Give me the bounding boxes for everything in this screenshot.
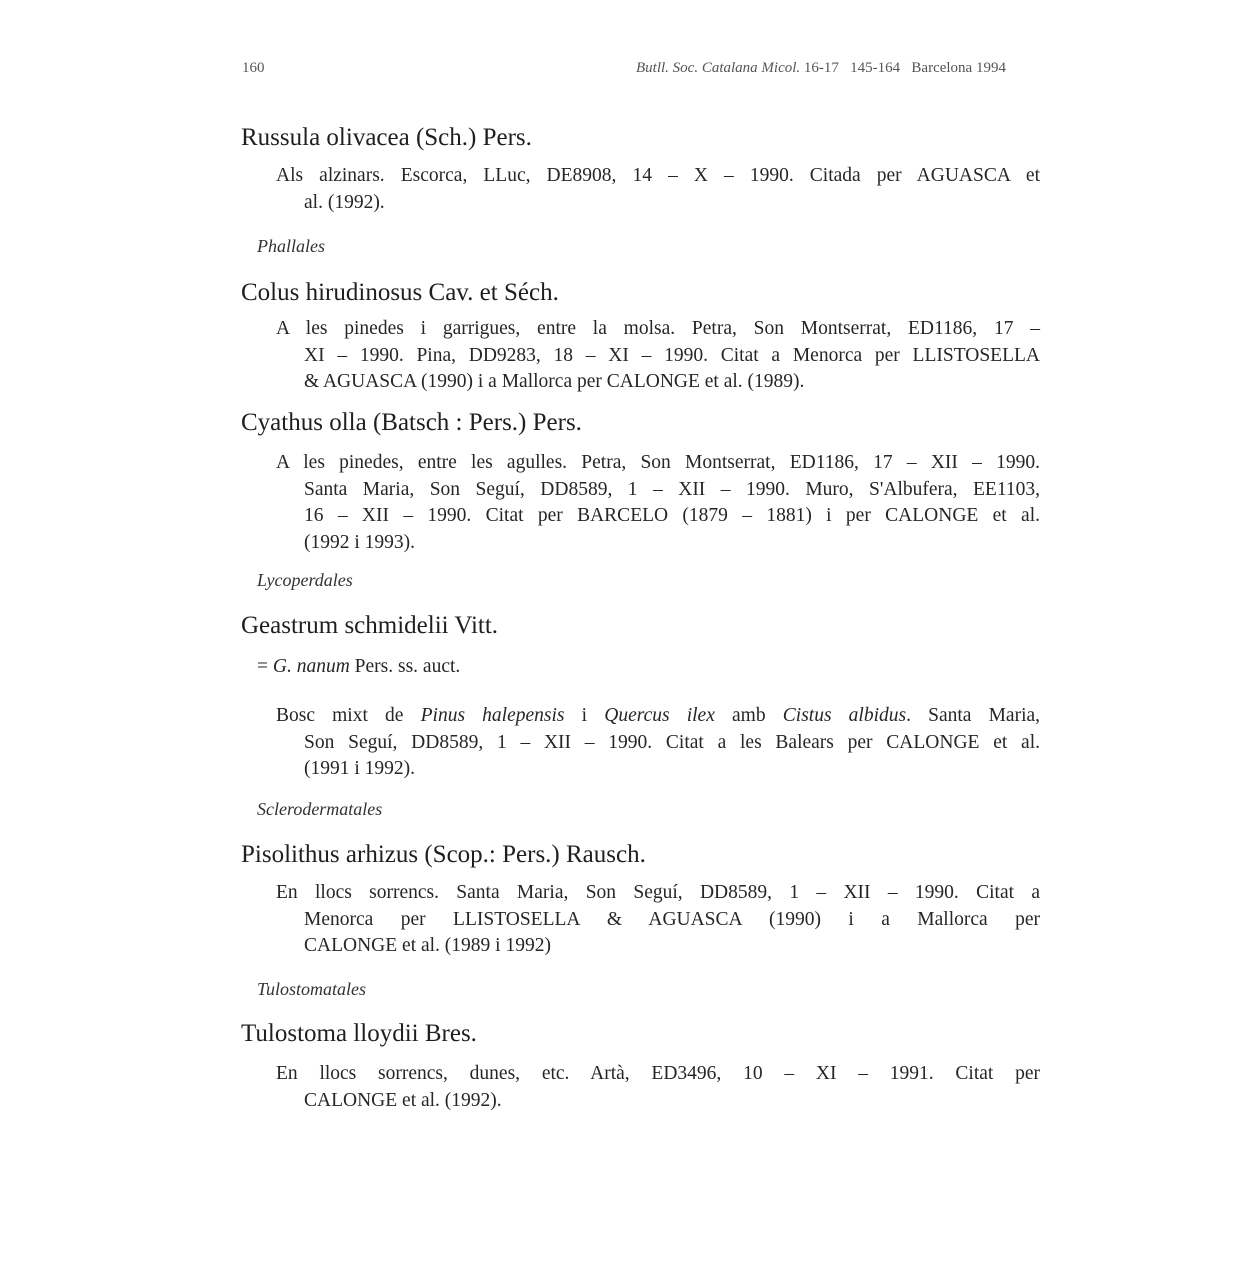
species-description-russula xyxy=(276,163,1040,216)
taxon-cistus: Cistus albidus xyxy=(782,705,907,726)
species-name: Pisolithus arhizus xyxy=(241,841,419,868)
order-heading-lycoperdales: Lycoperdales xyxy=(257,570,353,590)
synonym-name: G. nanum xyxy=(272,656,350,677)
species-description-colus xyxy=(276,316,1040,396)
description-line: al. (1992). xyxy=(304,191,385,213)
description-line: CALONGE et al. (1989 i 1992) xyxy=(304,935,551,956)
species-heading-geastrum xyxy=(241,612,498,640)
journal-place-year: Barcelona 1994 xyxy=(911,60,1006,76)
species-name: Colus hirudinosus xyxy=(241,279,423,306)
synonym-line xyxy=(257,656,460,678)
species-description-tulostoma xyxy=(276,1061,1040,1114)
order-heading-phallales: Phallales xyxy=(257,236,325,256)
description-line: A les pinedes, entre les agulles. Petra, Son Montserrat, ED1186, 17 – XII – 1990. xyxy=(276,452,1040,473)
description-line: A les pinedes i garrigues, entre la molsa. Petra, Son Montserrat, ED1186, 17 – xyxy=(276,318,1040,339)
species-heading-colus xyxy=(241,279,559,307)
description-line: (1992 i 1993). xyxy=(304,531,416,553)
journal-volume: 16-17 xyxy=(803,60,839,76)
page-number: 160 xyxy=(242,60,265,76)
text-run: i xyxy=(581,705,588,726)
species-name: Cyathus olla xyxy=(241,409,367,436)
species-author: (Sch.) Pers. xyxy=(415,124,532,151)
species-description-geastrum xyxy=(276,703,1040,783)
description-line: 16 – XII – 1990. Citat per BARCELO (1879 – 1881) i per CALONGE et al. xyxy=(304,505,1040,526)
species-name: Russula olivacea xyxy=(241,124,410,151)
order-heading-tulostomatales: Tulostomatales xyxy=(257,979,367,999)
description-line xyxy=(276,703,1040,730)
description-line: Santa Maria, Son Seguí, DD8589, 1 – XII – 1990. Muro, S'Albufera, EE1103, xyxy=(304,478,1040,500)
species-description-pisolithus xyxy=(276,880,1040,960)
synonym-prefix: = xyxy=(257,656,268,677)
taxon-quercus: Quercus ilex xyxy=(604,705,715,726)
order-heading-sclerodermatales: Sclerodermatales xyxy=(257,799,383,819)
species-author: Bres. xyxy=(424,1020,477,1047)
species-heading-cyathus xyxy=(241,409,582,437)
synonym-author: Pers. ss. auct. xyxy=(354,656,461,677)
taxon-pinus: Pinus halepensis xyxy=(420,705,565,726)
species-name: Geastrum schmidelii xyxy=(241,612,449,639)
description-line: En llocs sorrencs, dunes, etc. Artà, ED3496, 10 – XI – 1991. Citat per xyxy=(276,1063,1040,1084)
description-line: Als alzinars. Escorca, LLuc, DE8908, 14 – X – 1990. Citada per AGUASCA et xyxy=(276,165,1040,186)
species-heading-pisolithus xyxy=(241,841,646,869)
description-line: Son Seguí, DD8589, 1 – XII – 1990. Citat a les Balears per CALONGE et al. xyxy=(304,731,1040,753)
description-line: (1991 i 1992). xyxy=(304,758,416,779)
species-description-cyathus xyxy=(276,450,1040,556)
text-run: . Santa Maria, xyxy=(906,705,1041,726)
journal-name: Butll. Soc. Catalana Micol. xyxy=(636,60,801,76)
description-line: Menorca per LLISTOSELLA & AGUASCA (1990) i a Mallorca per xyxy=(304,908,1040,930)
text-run: amb xyxy=(732,705,766,726)
species-author: Vitt. xyxy=(454,612,499,639)
species-heading-russula xyxy=(241,124,532,152)
text-run: Bosc mixt de xyxy=(276,705,404,726)
species-author: Cav. et Séch. xyxy=(428,279,559,306)
description-line: En llocs sorrencs. Santa Maria, Son Seguí, DD8589, 1 – XII – 1990. Citat a xyxy=(276,882,1040,903)
species-author: (Batsch : Pers.) Pers. xyxy=(372,409,582,436)
running-header xyxy=(636,60,1056,77)
description-line: CALONGE et al. (1992). xyxy=(304,1089,502,1111)
species-heading-tulostoma xyxy=(241,1020,477,1048)
species-name: Tulostoma lloydii xyxy=(241,1020,419,1047)
journal-pages: 145-164 xyxy=(850,60,901,76)
species-author: (Scop.: Pers.) Rausch. xyxy=(424,841,646,868)
description-line: & AGUASCA (1990) i a Mallorca per CALONGE et al. (1989). xyxy=(304,371,805,392)
description-line: XI – 1990. Pina, DD9283, 18 – XI – 1990. Citat a Menorca per LLISTOSELLA xyxy=(304,344,1040,366)
